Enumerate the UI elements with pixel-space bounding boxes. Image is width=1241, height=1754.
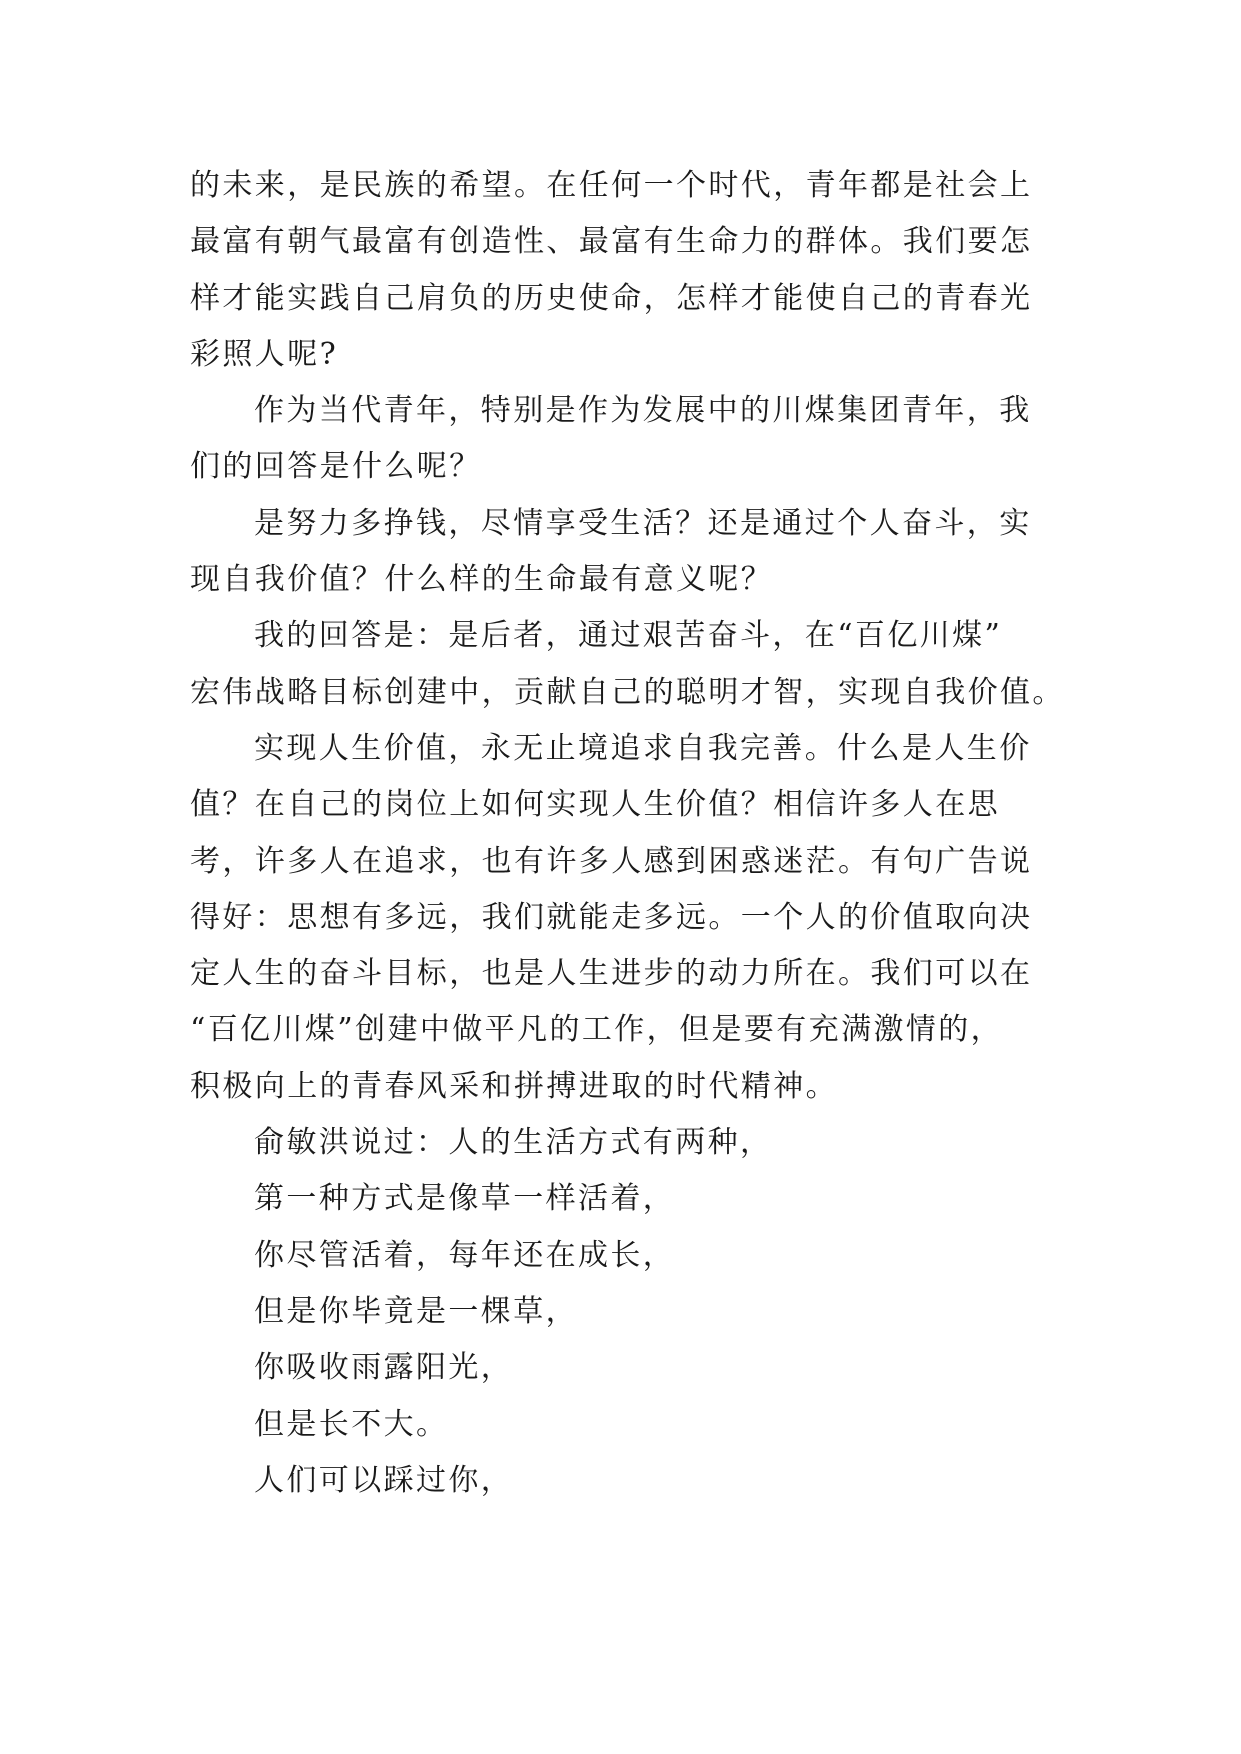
text-line: 你吸收雨露阳光，	[254, 1350, 514, 1386]
text-line: 彩照人呢?	[190, 336, 339, 372]
text-line: 们的回答是什么呢？	[190, 449, 482, 485]
text-line: 我的回答是：是后者，通过艰苦奋斗，在“百亿川煤”	[254, 618, 1003, 654]
text-line: 样才能实践自己肩负的历史使命，怎样才能使自己的青春光	[190, 280, 1033, 316]
text-line: 是努力多挣钱，尽情享受生活？还是通过个人奋斗，实	[254, 505, 1032, 541]
document-body	[190, 158, 1065, 1509]
text-line: 作为当代青年，特别是作为发展中的川煤集团青年，我	[254, 393, 1032, 429]
text-line: 最富有朝气最富有创造性、最富有生命力的群体。我们要怎	[190, 224, 1033, 260]
text-line: 但是长不大。	[254, 1406, 449, 1442]
text-line: 定人生的奋斗目标，也是人生进步的动力所在。我们可以在	[190, 956, 1033, 992]
text-line: 积极向上的青春风采和拼搏进取的时代精神。	[190, 1068, 838, 1104]
text-line: 第一种方式是像草一样活着，	[254, 1181, 676, 1217]
text-line: 得好：思想有多远，我们就能走多远。一个人的价值取向决	[190, 899, 1033, 935]
text-line: “百亿川煤”创建中做平凡的工作，但是要有充满激情的，	[190, 1012, 1004, 1048]
text-line: 人们可以踩过你，	[254, 1462, 514, 1498]
text-line: 实现人生价值，永无止境追求自我完善。什么是人生价	[254, 730, 1032, 766]
text-line: 现自我价值？什么样的生命最有意义呢？	[190, 562, 774, 598]
text-line: 值？在自己的岗位上如何实现人生价值？相信许多人在思	[190, 787, 1000, 823]
text-line: 你尽管活着，每年还在成长，	[254, 1237, 676, 1273]
text-line: 宏伟战略目标创建中，贡献自己的聪明才智，实现自我价值。	[190, 674, 1065, 710]
text-line: 但是你毕竟是一棵草，	[254, 1293, 578, 1329]
text-line: 考，许多人在追求，也有许多人感到困惑迷茫。有句广告说	[190, 843, 1033, 879]
text-line: 的未来，是民族的希望。在任何一个时代，青年都是社会上	[190, 168, 1033, 203]
text-line: 俞敏洪说过：人的生活方式有两种，	[254, 1125, 773, 1161]
